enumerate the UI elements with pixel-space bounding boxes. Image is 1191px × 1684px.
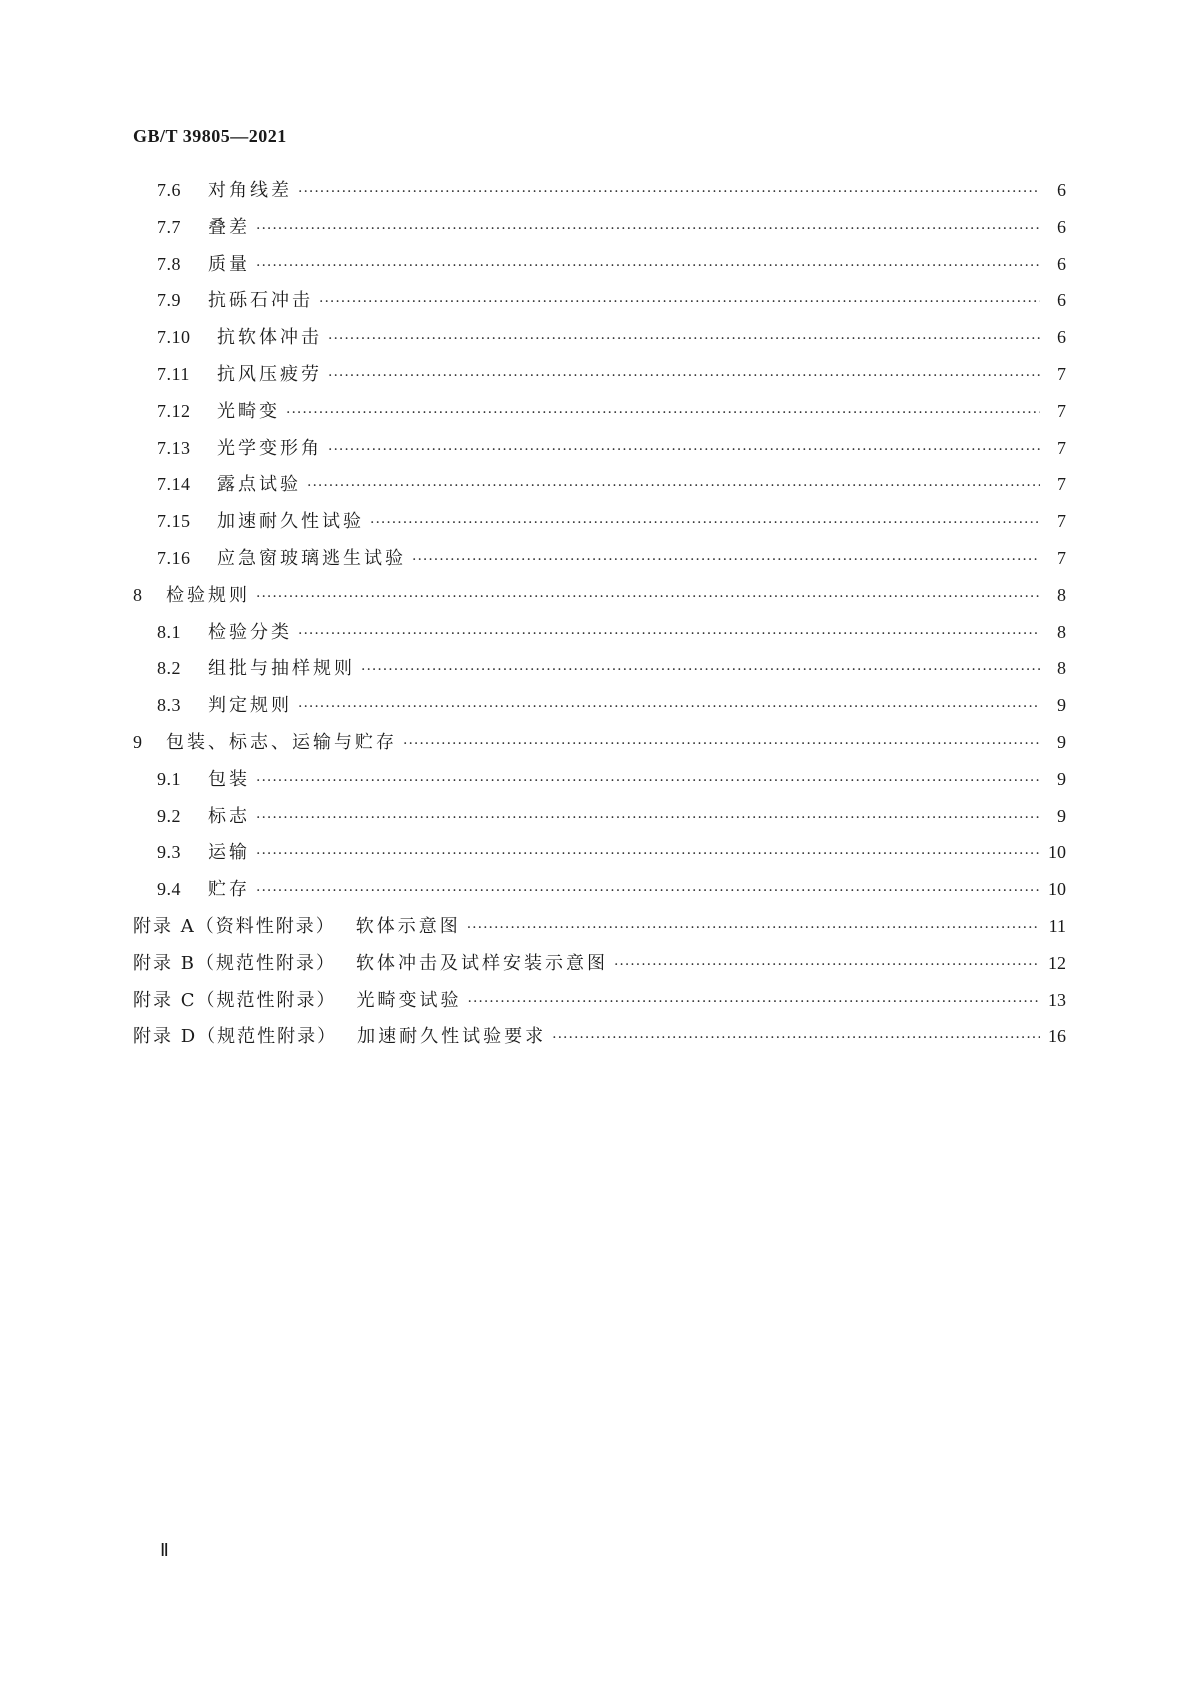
dot-leader: [328, 331, 1040, 347]
toc-page: 6: [1057, 180, 1066, 200]
toc-page: 7: [1057, 547, 1066, 568]
toc-page: 8: [1057, 658, 1066, 679]
toc-title: 检验分类: [208, 621, 292, 643]
toc-page: 13: [1048, 989, 1066, 1010]
toc-page: 11: [1048, 915, 1066, 936]
dot-leader: [298, 626, 1040, 642]
toc-entry[interactable]: [133, 213, 1066, 250]
toc-number: 9.3: [157, 842, 181, 863]
toc-entry[interactable]: [133, 323, 1066, 360]
dot-leader: [286, 405, 1040, 421]
appendix-label: 附录 D（规范性附录）: [133, 1026, 338, 1048]
dot-leader: [403, 736, 1040, 752]
dot-leader: [256, 810, 1040, 826]
toc-title: 标志: [208, 805, 250, 827]
toc-number: 7.10: [157, 327, 191, 348]
toc-number: 7.13: [157, 437, 191, 458]
dot-leader: [256, 258, 1040, 274]
toc-entry[interactable]: [133, 507, 1066, 544]
toc-entry[interactable]: [133, 728, 1066, 765]
document-code-header: GB/T 39805—2021: [133, 126, 287, 146]
page-number-footer: Ⅱ: [160, 1540, 169, 1560]
toc-page: 9: [1057, 768, 1066, 789]
dot-leader: [256, 883, 1040, 899]
toc-entry[interactable]: [133, 286, 1066, 323]
toc-title: 质量: [208, 253, 250, 275]
toc-title: 叠差: [208, 216, 250, 238]
toc-entry[interactable]: [133, 618, 1066, 655]
dot-leader: [468, 994, 1041, 1010]
toc-title: 光畸变试验: [356, 989, 462, 1011]
toc-number: 7.11: [157, 363, 190, 384]
toc-page: 9: [1057, 731, 1066, 752]
toc-title: 加速耐久性试验要求: [357, 1026, 547, 1048]
toc-entry[interactable]: [133, 470, 1066, 507]
dot-leader: [467, 920, 1040, 936]
toc-entry[interactable]: [133, 544, 1066, 581]
toc-title: 运输: [208, 842, 250, 864]
toc-page: 6: [1057, 290, 1066, 311]
toc-title: 软体冲击及试样安装示意图: [355, 952, 608, 974]
toc-title: 抗风压疲劳: [217, 363, 322, 385]
toc-page: 7: [1057, 400, 1066, 421]
toc-page: 12: [1048, 952, 1066, 973]
toc-appendix-entry[interactable]: [133, 949, 1066, 986]
toc-title: 露点试验: [217, 474, 301, 496]
dot-leader: [552, 1030, 1040, 1046]
toc-page: 7: [1057, 437, 1066, 458]
toc-number: 9.1: [157, 768, 181, 789]
dot-leader: [256, 589, 1040, 605]
toc-entry[interactable]: [133, 250, 1066, 287]
toc-number: 9: [133, 731, 143, 752]
toc-title: 检验规则: [166, 584, 250, 606]
toc-number: 7.14: [157, 474, 191, 495]
dot-leader: [307, 478, 1040, 494]
dot-leader: [328, 442, 1040, 458]
dot-leader: [370, 515, 1040, 531]
toc-number: 8.3: [157, 695, 181, 716]
toc-page: 8: [1057, 584, 1066, 605]
toc-number: 7.6: [157, 180, 181, 200]
toc-page: 9: [1057, 695, 1066, 716]
toc-number: 7.9: [157, 290, 181, 311]
toc-entry[interactable]: [133, 691, 1066, 728]
toc-entry[interactable]: [133, 434, 1066, 471]
dot-leader: [298, 184, 1040, 200]
toc-title: 抗砾石冲击: [208, 290, 313, 312]
table-of-contents: [133, 176, 1066, 1059]
toc-number: 7.8: [157, 253, 181, 274]
toc-number: 9.4: [157, 879, 181, 900]
toc-title: 包装、标志、运输与贮存: [166, 731, 397, 753]
toc-title: 贮存: [208, 879, 250, 901]
toc-entry[interactable]: [133, 360, 1066, 397]
toc-number: 7.12: [157, 400, 191, 421]
toc-entry[interactable]: [133, 581, 1066, 618]
dot-leader: [256, 221, 1040, 237]
toc-number: 9.2: [157, 805, 181, 826]
toc-title: 软体示意图: [355, 915, 461, 937]
toc-entry[interactable]: [133, 838, 1066, 875]
toc-number: 8.2: [157, 658, 181, 679]
toc-page: 7: [1057, 363, 1066, 384]
dot-leader: [319, 294, 1040, 310]
toc-appendix-entry[interactable]: [133, 986, 1066, 1023]
toc-page: 9: [1057, 805, 1066, 826]
toc-title: 组批与抽样规则: [208, 658, 355, 680]
dot-leader: [614, 957, 1040, 973]
toc-page: 10: [1048, 879, 1066, 900]
toc-page: 6: [1057, 327, 1066, 348]
toc-entry[interactable]: [133, 765, 1066, 802]
toc-number: 8.1: [157, 621, 181, 642]
toc-entry[interactable]: [133, 654, 1066, 691]
appendix-label: 附录 C（规范性附录）: [133, 989, 337, 1011]
toc-title: 光畸变: [217, 400, 280, 422]
toc-title: 对角线差: [208, 180, 292, 201]
dot-leader: [256, 773, 1040, 789]
toc-number: 7.15: [157, 511, 191, 532]
toc-number: 7.16: [157, 547, 191, 568]
toc-title: 加速耐久性试验: [217, 511, 364, 533]
toc-title: 判定规则: [208, 695, 292, 717]
toc-title: 应急窗玻璃逃生试验: [217, 547, 406, 569]
toc-page: 10: [1048, 842, 1066, 863]
dot-leader: [412, 552, 1040, 568]
toc-page: 7: [1057, 474, 1066, 495]
toc-title: 包装: [208, 768, 250, 790]
dot-leader: [361, 662, 1040, 678]
toc-title: 光学变形角: [217, 437, 322, 459]
appendix-label: 附录 B（规范性附录）: [133, 952, 336, 974]
dot-leader: [298, 699, 1040, 715]
toc-page: 16: [1048, 1026, 1066, 1047]
dot-leader: [256, 846, 1040, 862]
toc-appendix-entry[interactable]: [133, 912, 1066, 949]
toc-page: 6: [1057, 216, 1066, 237]
toc-appendix-entry[interactable]: [133, 1022, 1066, 1059]
toc-entry[interactable]: [133, 397, 1066, 434]
dot-leader: [328, 368, 1040, 384]
toc-page: 7: [1057, 511, 1066, 532]
appendix-label: 附录 A（资料性附录）: [133, 915, 336, 937]
toc-number: 7.7: [157, 216, 181, 237]
toc-title: 抗软体冲击: [217, 327, 322, 349]
toc-entry[interactable]: [133, 875, 1066, 912]
toc-number: 8: [133, 584, 143, 605]
toc-entry[interactable]: [133, 802, 1066, 839]
toc-entry[interactable]: [133, 176, 1066, 213]
toc-page: 8: [1057, 621, 1066, 642]
toc-page: 6: [1057, 253, 1066, 274]
